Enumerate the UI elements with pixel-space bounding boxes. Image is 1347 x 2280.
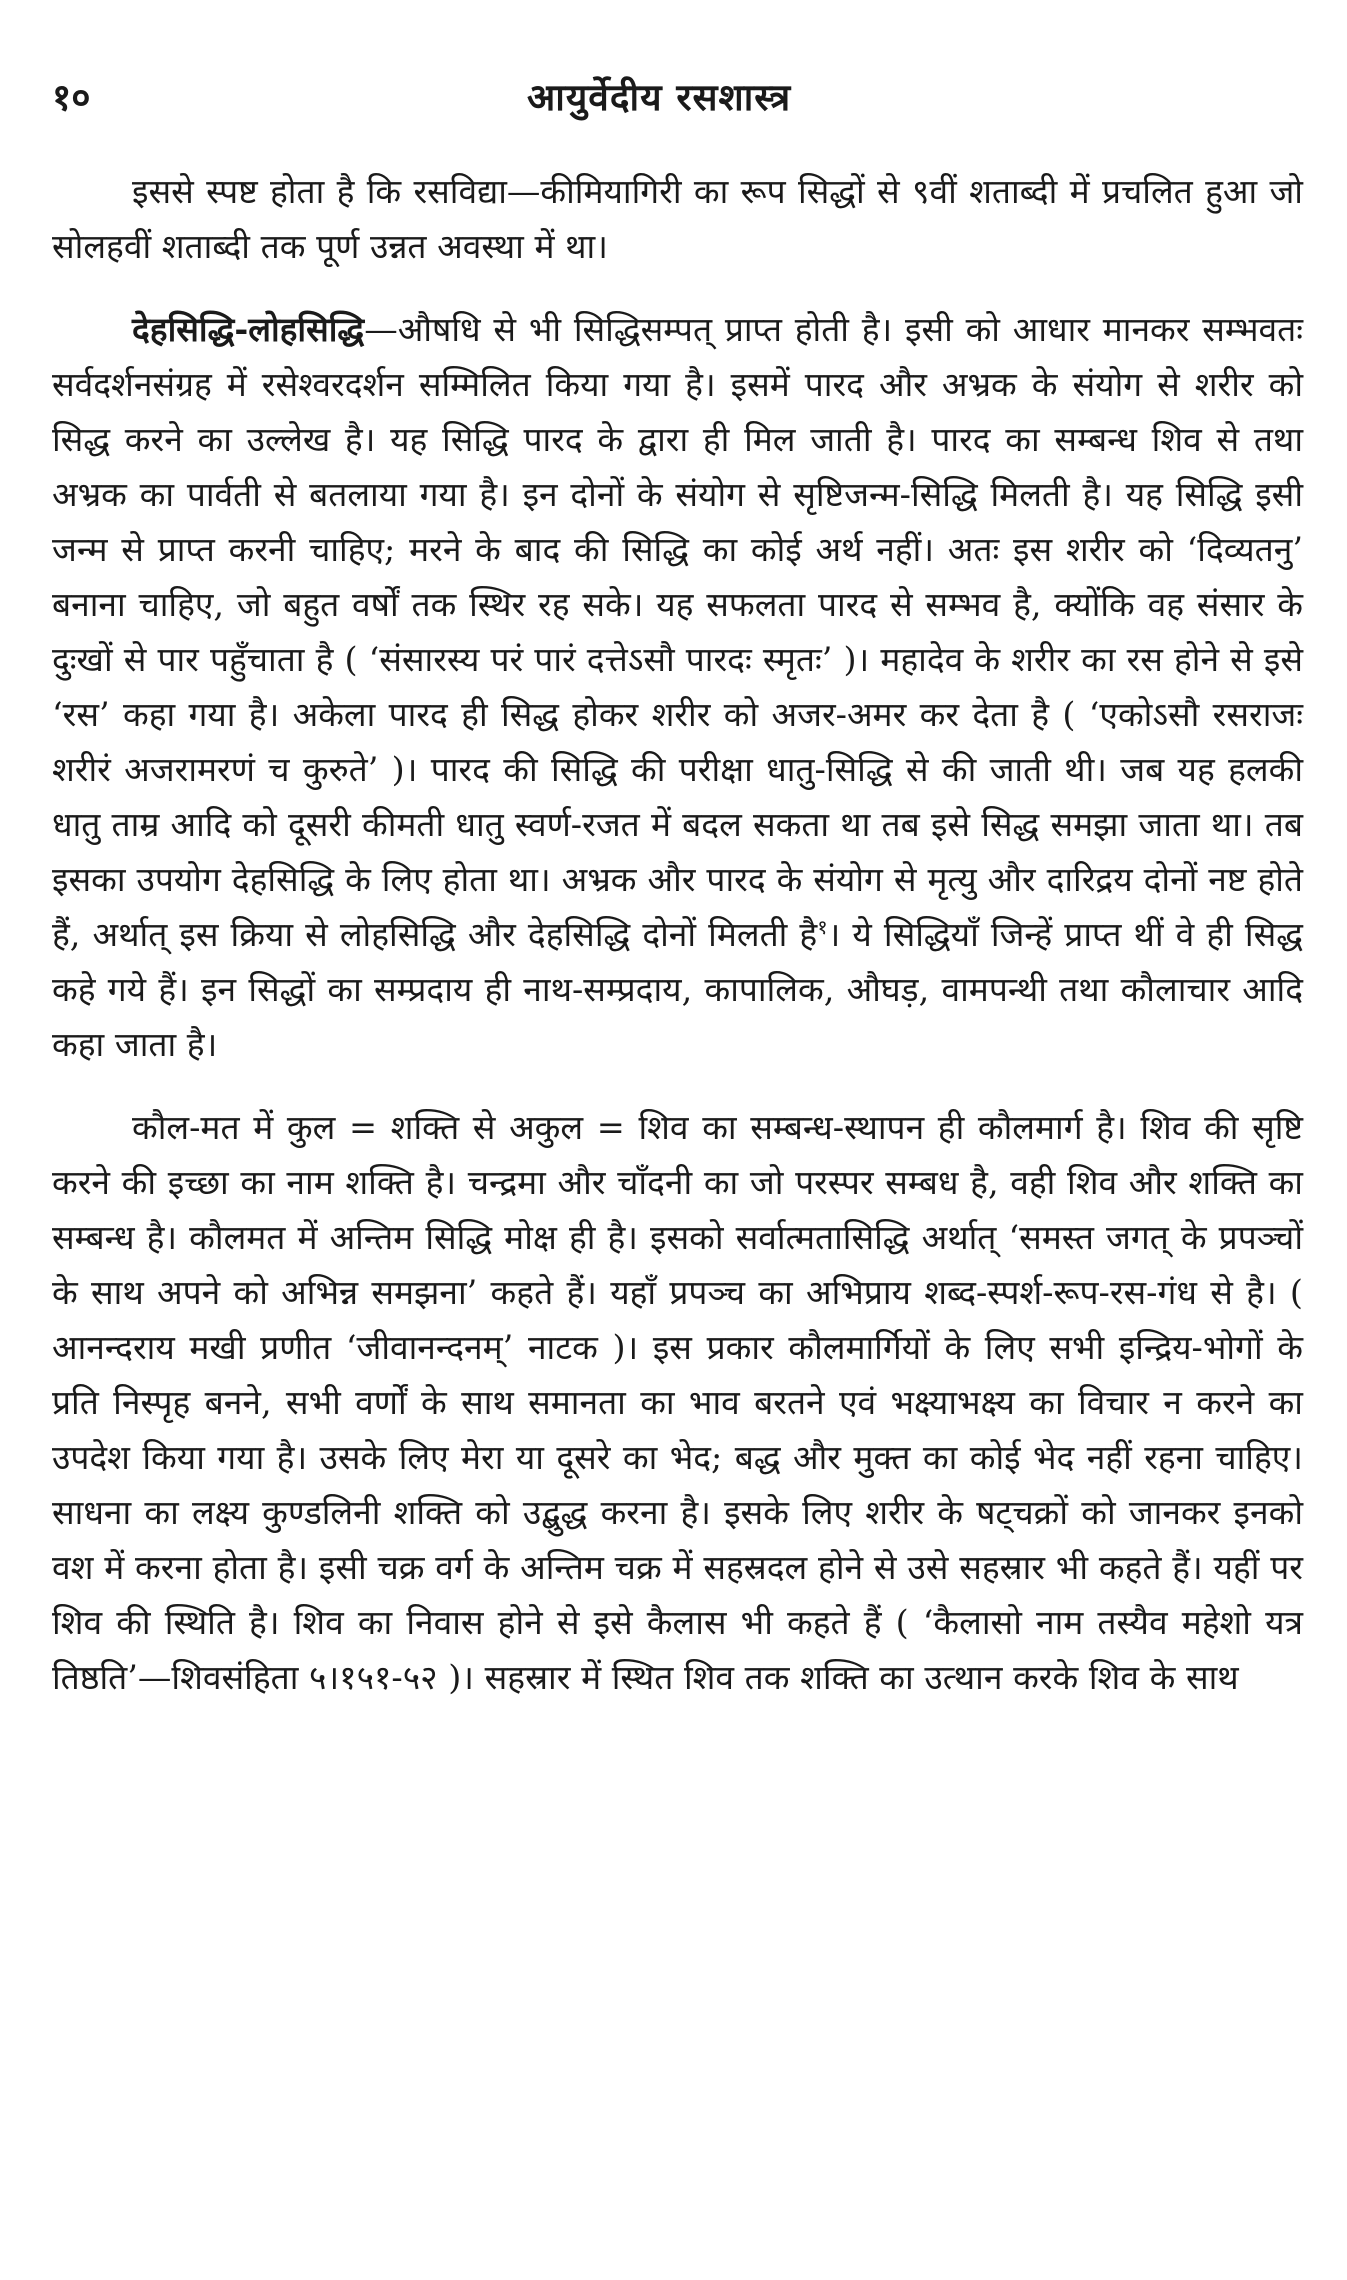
page-number: १०	[52, 75, 91, 119]
paragraph-kaula-mat	[52, 1100, 1303, 1705]
paragraph-dehasiddhi	[52, 302, 1303, 1072]
paragraph-text: —औषधि से भी सिद्धिसम्पत् प्राप्त होती है। इसी को आधार मानकर सम्भवतः सर्वदर्शनसंग्रह में रसेश्वरदर्शन सम्मिलित किया गया है। इसमें पारद और अभ्रक के संयोग से शरीर को सिद्ध करने का उल्लेख है। यह सिद्धि पारद के द्वारा ही मिल जाती है। पारद का सम्बन्ध शिव से तथा अभ्रक का पार्वती से बतलाया गया है। इन दोनों के संयोग से सृष्टिजन्म-सिद्धि मिलती है। यह सिद्धि इसी जन्म से प्राप्त करनी चाहिए; मरने के बाद की सिद्धि का कोई अर्थ नहीं। अतः इस शरीर को ‘दिव्यतनु’ बनाना चाहिए, जो बहुत वर्षों तक स्थिर रह सके। यह सफलता पारद से सम्भव है, क्योंकि वह संसार के दुःखों से पार पहुँचाता है ( ‘संसारस्य परं पारं दत्तेऽसौ पारदः स्मृतः’ )। महादेव के शरीर का रस होने से इसे ‘रस’ कहा गया है। अकेला पारद ही सिद्ध होकर शरीर को अजर-अमर कर देता है ( ‘एकोऽसौ रसराजः शरीरं अजरामरणं च कुरुते’ )। पारद की सिद्धि की परीक्षा धातु-सिद्धि से की जाती थी। जब यह हलकी धातु ताम्र आदि को दूसरी कीमती धातु स्वर्ण-रजत में बदल सकता था तब इसे सिद्ध समझा जाता था। तब इसका उपयोग देहसिद्धि के लिए होता था। अभ्रक और पारद के संयोग से मृत्यु और दारिद्रय दोनों नष्ट होते हैं, अर्थात् इस क्रिया से लोहसिद्धि और देहसिद्धि दोनों मिलती है	[52, 310, 1303, 954]
paragraph-rasavidya	[52, 164, 1303, 274]
page-header	[52, 70, 1303, 124]
running-title: आयुर्वेदीय रसशास्त्र	[527, 75, 792, 119]
paragraph-lead-heading: देहसिद्धि-लोहसिद्धि	[132, 310, 365, 349]
paragraph-text: । ये सिद्धियाँ जिन्हें प्राप्त थीं वे ही सिद्ध कहे गये हैं। इन सिद्धों का सम्प्रदाय ही नाथ-सम्प्रदाय, कापालिक, औघड़, वामपन्थी तथा कौलाचार आदि कहा जाता है।	[52, 915, 1303, 1064]
paragraph-text: इससे स्पष्ट होता है कि रसविद्या—कीमियागिरी का रूप सिद्धों से ९वीं शताब्दी में प्रचलित हुआ जो सोलहवीं शताब्दी तक पूर्ण उन्नत अवस्था में था।	[52, 172, 1303, 266]
paragraph-text: कौल-मत में कुल = शक्ति से अकुल = शिव का सम्बन्ध-स्थापन ही कौलमार्ग है। शिव की सृष्टि करने की इच्छा का नाम शक्ति है। चन्द्रमा और चाँदनी का जो परस्पर सम्बध है, वही शिव और शक्ति का सम्बन्ध है। कौलमत में अन्तिम सिद्धि मोक्ष ही है। इसको सर्वात्मतासिद्धि अर्थात् ‘समस्त जगत् के प्रपञ्चों के साथ अपने को अभिन्न समझना’ कहते हैं। यहाँ प्रपञ्च का अभिप्राय शब्द-स्पर्श-रूप-रस-गंध से है। ( आनन्दराय मखी प्रणीत ‘जीवानन्दनम्’ नाटक )। इस प्रकार कौलमार्गियों के लिए सभी इन्द्रिय-भोगों के प्रति निस्पृह बनने, सभी वर्णों के साथ समानता का भाव बरतने एवं भक्ष्याभक्ष्य का विचार न करने का उपदेश किया गया है। उसके लिए मेरा या दूसरे का भेद; बद्ध और मुक्त का कोई भेद नहीं रहना चाहिए। साधना का लक्ष्य कुण्डलिनी शक्ति को उद्बुद्ध करना है। इसके लिए शरीर के षट्चक्रों को जानकर इनको वश में करना होता है। इसी चक्र वर्ग के अन्तिम चक्र में सहस्रदल होने से उसे सहस्रार भी कहते हैं। यहीं पर शिव की स्थिति है। शिव का निवास होने से इसे कैलास भी कहते हैं ( ‘कैलासो नाम तस्यैव महेशो यत्र तिष्ठति’—शिवसंहिता ५।१५१-५२ )। सहस्रार में स्थित शिव तक शक्ति का उत्थान करके शिव के साथ	[52, 1108, 1303, 1697]
footnote-marker: १	[817, 914, 828, 939]
